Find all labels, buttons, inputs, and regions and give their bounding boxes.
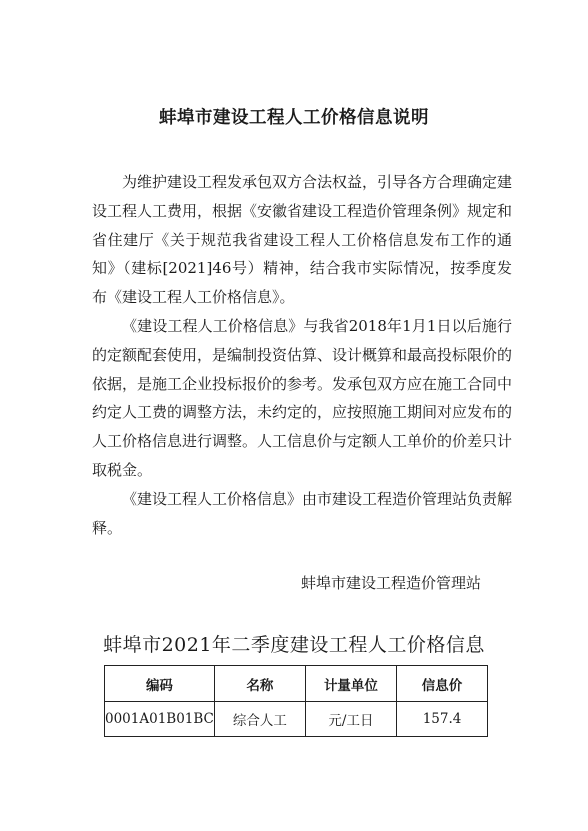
cell-name: 综合人工 xyxy=(214,702,305,737)
price-table xyxy=(104,665,488,737)
cell-code: 0001A01B01BC xyxy=(105,702,215,737)
table-header-row xyxy=(105,666,488,702)
table-row xyxy=(105,702,488,737)
cell-unit: 元/工日 xyxy=(305,702,396,737)
document-title: 蚌埠市建设工程人工价格信息说明 xyxy=(159,108,429,128)
header-code: 编码 xyxy=(105,666,215,702)
header-price: 信息价 xyxy=(397,666,488,702)
paragraph-2: 《建设工程人工价格信息》与我省2018年1月1日以后施行的定额配套使用，是编制投资估算、设计概算和最高投标限价的依据，是施工企业投标报价的参考。发承包双方应在施工合同中约定人工费的调整方法，未约定的，应按照施工期间对应发布的人工价格信息进行调整。人工信息价与定额人工单价的价差只计取税金。 xyxy=(92,316,513,479)
cell-price: 157.4 xyxy=(397,702,488,737)
paragraph-1: 为维护建设工程发承包双方合法权益，引导各方合理确定建设工程人工费用，根据《安徽省建设工程造价管理条例》规定和省住建厅《关于规范我省建设工程人工价格信息发布工作的通知》（建标[2021]46号）精神，结合我市实际情况，按季度发布《建设工程人工价格信息》。 xyxy=(92,173,513,307)
header-unit: 计量单位 xyxy=(305,666,396,702)
document-body xyxy=(92,168,512,542)
table-title: 蚌埠市2021年二季度建设工程人工价格信息 xyxy=(103,634,485,656)
header-name: 名称 xyxy=(214,666,305,702)
paragraph-3: 《建设工程人工价格信息》由市建设工程造价管理站负责解释。 xyxy=(92,489,513,537)
signature: 蚌埠市建设工程造价管理站 xyxy=(300,574,481,592)
